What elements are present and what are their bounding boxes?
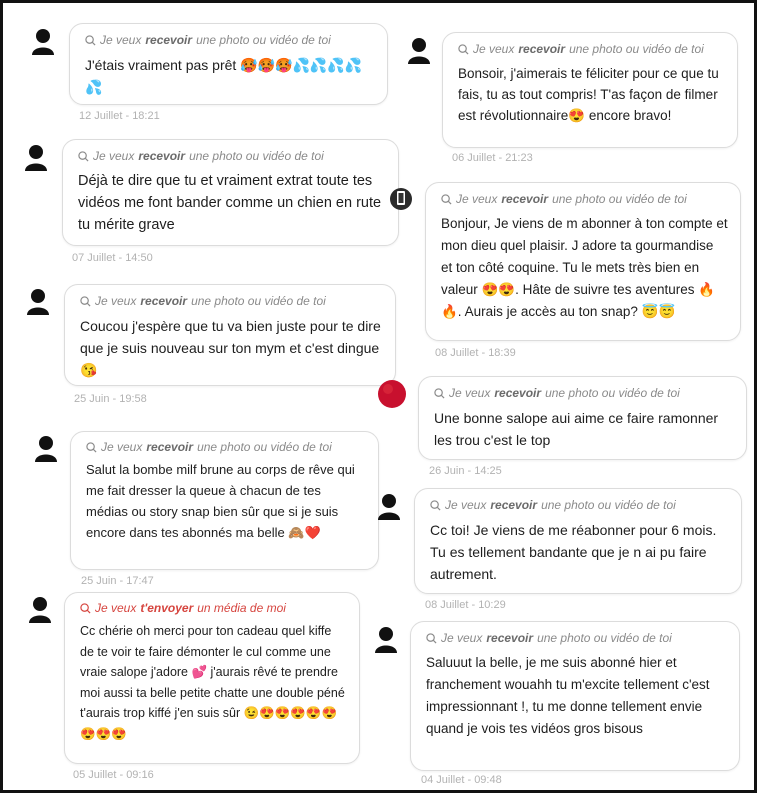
request-verb: recevoir [501,192,549,206]
message-bubble[interactable] [418,376,747,460]
message-bubble[interactable] [425,182,741,341]
search-icon [458,44,469,55]
message-date: 25 Juin - 19:58 [74,393,147,405]
request-verb: recevoir [145,33,193,47]
search-icon [80,296,91,307]
request-verb: recevoir [140,294,188,308]
message-bubble[interactable] [442,32,738,148]
request-prefix: Je veux [95,294,137,308]
request-prefix: Je veux [95,601,137,615]
message-date: 08 Juillet - 10:29 [425,599,506,611]
request-prefix: Je veux [456,192,498,206]
search-icon [78,151,89,162]
message-text: Cc chérie oh merci pour ton cadeau quel kiffe de te voir te faire démonter le cul comme une vraie salope j'adore 💕 j'aurais rêvé te prendre moi aussi ta belle petite chatte une double péné t'aurais trop kiffé j'en suis sûr 😉😍😍😍😍😍😍😍😍 [80,624,345,741]
message-text: Bonsoir, j'aimerais te féliciter pour ce que tu fais, tu as tout compris! T'as façon de filmer est révolutionnaire😍 encore bravo! [458,66,719,123]
request-type [80,601,347,615]
user-silhouette-icon[interactable] [29,595,51,623]
message-text: J'étais vraiment pas prêt 🥵🥵🥵💦💦💦💦💦 [85,57,363,95]
message-date: 06 Juillet - 21:23 [452,152,533,164]
request-verb: t'envoyer [140,601,194,615]
search-icon [441,194,452,205]
request-prefix: Je veux [101,440,143,454]
message-date: 07 Juillet - 14:50 [72,252,153,264]
request-prefix: Je veux [100,33,142,47]
request-suffix: une photo ou vidéo de toi [197,440,332,454]
message-date: 25 Juin - 17:47 [81,575,154,584]
request-verb: recevoir [518,42,566,56]
request-suffix: une photo ou vidéo de toi [569,42,704,56]
request-type [86,440,366,454]
request-type [78,149,386,163]
user-silhouette-icon[interactable] [375,625,397,653]
message-text: Bonjour, Je viens de m abonner à ton compte et mon dieu quel plaisir. J adore ta gourmandise et ton côté coquine. Tu le mets très bien en valeur 😍😍. Hâte de suivre tes aventures 🔥🔥. Aurais je accès au ton snap? 😇😇 [441,216,728,319]
user-silhouette-icon[interactable] [25,143,47,171]
request-verb: recevoir [138,149,186,163]
avatar-photo[interactable] [390,187,412,211]
search-icon [80,603,91,614]
message-text: Coucou j'espère que tu va bien juste pour te dire que je suis nouveau sur ton mym et c'est dingue 😘 [80,318,381,378]
request-type [426,631,727,645]
message-text: Saluuut la belle, je me suis abonné hier et franchement wouahh tu m'excite tellement c'est impressionnant !, tu me donne tellement envie quand je vois tes vidéos gros bisous [426,655,710,736]
request-type [458,42,725,56]
search-icon [85,35,96,46]
request-verb: recevoir [146,440,194,454]
user-silhouette-icon[interactable] [378,492,400,520]
search-icon [426,633,437,644]
request-type [441,192,728,206]
request-prefix: Je veux [441,631,483,645]
message-date: 08 Juillet - 18:39 [435,347,516,359]
avatar-photo[interactable] [378,380,406,408]
request-prefix: Je veux [445,498,487,512]
message-date: 26 Juin - 14:25 [429,465,502,477]
request-verb: recevoir [486,631,534,645]
request-type [434,386,734,400]
user-silhouette-icon[interactable] [32,27,54,55]
request-prefix: Je veux [473,42,515,56]
request-verb: recevoir [494,386,542,400]
request-prefix: Je veux [93,149,135,163]
request-suffix: une photo ou vidéo de toi [541,498,676,512]
user-silhouette-icon[interactable] [408,36,430,64]
user-silhouette-icon[interactable] [27,287,49,315]
request-type [80,294,383,308]
message-bubble[interactable] [414,488,742,594]
message-bubble[interactable] [410,621,740,771]
message-date: 05 Juillet - 09:16 [73,769,154,781]
search-icon [86,442,97,453]
request-suffix: un média de moi [197,601,286,615]
request-prefix: Je veux [449,386,491,400]
search-icon [434,388,445,399]
message-bubble[interactable] [64,284,396,386]
message-text: Cc toi! Je viens de me réabonner pour 6 mois. Tu es tellement bandante que je n ai pu faire autrement. [430,522,717,582]
message-bubble[interactable] [69,23,388,105]
message-bubble[interactable] [62,139,399,246]
message-bubble[interactable] [70,431,379,570]
user-silhouette-icon[interactable] [35,434,57,462]
request-suffix: une photo ou vidéo de toi [545,386,680,400]
message-text: Déjà te dire que tu et vraiment extrat toute tes vidéos me font bander comme un chien en rute tu mérite grave [78,173,382,233]
message-date: 04 Juillet - 09:48 [421,774,502,786]
request-suffix: une photo ou vidéo de toi [196,33,331,47]
message-text: Salut la bombe milf brune au corps de rêve qui me fait dresser la queue à chacun de tes médias ou story snap bien sûr que si je suis encore dans tes abonnés ma belle 🙈❤️ [86,462,355,540]
message-date: 12 Juillet - 18:21 [79,110,160,122]
request-suffix: une photo ou vidéo de toi [189,149,324,163]
message-text: Une bonne salope aui aime ce faire ramonner les trou c'est le top [434,410,719,448]
message-bubble[interactable] [64,592,360,764]
request-type [430,498,729,512]
search-icon [430,500,441,511]
request-suffix: une photo ou vidéo de toi [191,294,326,308]
request-verb: recevoir [490,498,538,512]
request-suffix: une photo ou vidéo de toi [537,631,672,645]
request-suffix: une photo ou vidéo de toi [552,192,687,206]
request-type [85,33,375,47]
